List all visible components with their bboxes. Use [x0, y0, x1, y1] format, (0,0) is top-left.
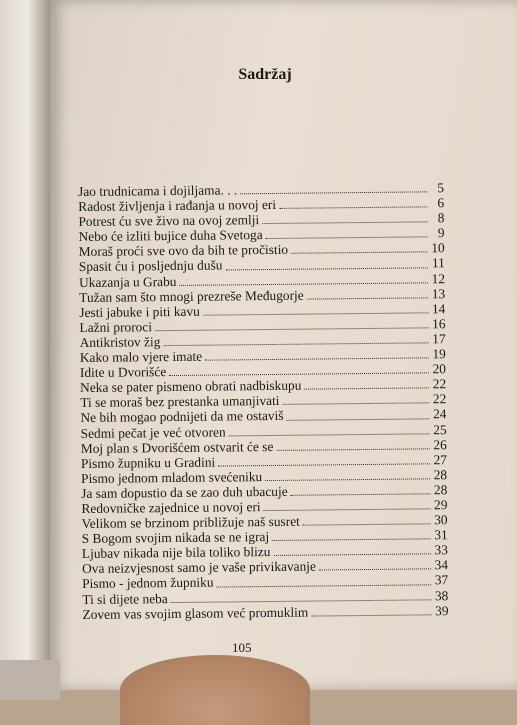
toc-entry-page: 22: [432, 376, 447, 392]
dot-leader: [303, 522, 431, 525]
dot-leader: [304, 387, 429, 390]
dot-leader: [205, 356, 429, 360]
toc-entry-title: Pismo župniku u Gradini: [80, 454, 216, 471]
toc-entry-title: Tužan sam što mnogi prezreše Međugorje: [79, 287, 304, 305]
dot-leader: [229, 432, 430, 436]
toc-entry-page: 38: [434, 587, 449, 603]
toc-entry-title: Ova neizvjesnost samo je vaše privikavanje: [81, 558, 317, 577]
dot-leader: [163, 341, 428, 346]
dot-leader: [155, 326, 429, 331]
toc-entry-title: Pismo jednom mladom svećeniku: [81, 468, 263, 486]
toc-entry-page: 27: [433, 451, 447, 467]
dot-leader: [217, 583, 432, 587]
toc-entry-page: 6: [437, 195, 445, 211]
dot-leader: [273, 553, 430, 557]
toc-entry-title: Ti si dijete neba: [82, 590, 168, 607]
dot-leader: [203, 311, 429, 315]
dot-leader: [272, 538, 431, 542]
toc-entry-title: Velikom se brzinom približuje naš susret: [81, 513, 300, 532]
toc-entry-title: Ukazanja u Grabu: [78, 273, 177, 290]
dot-leader: [283, 402, 430, 406]
dot-leader: [276, 447, 429, 451]
previous-page-edge: [0, 0, 55, 690]
toc-entry-page: 31: [434, 527, 448, 543]
toc-entry-title: Antikristov žig: [79, 334, 161, 350]
toc-entry-page: 16: [432, 316, 446, 332]
toc-entry-page: 10: [431, 240, 445, 256]
toc-entry-title: Radost življenja i rađanja u novoj eri: [78, 197, 277, 215]
toc-entry-title: S Bogom svojim nikada se ne igraj: [81, 529, 270, 547]
toc-entry-page: 39: [435, 602, 449, 618]
toc-entry-page: 17: [432, 331, 446, 347]
toc-entry-title: Sedmi pečat je već otvoren: [80, 423, 226, 441]
toc-entry-page: 11: [431, 255, 445, 271]
toc-entry-title: Moj plan s Dvorišćem ostvarit će se: [80, 438, 274, 456]
toc-entry-page: 8: [437, 210, 445, 226]
toc-entry-page: 22: [432, 391, 447, 407]
toc-entry-title: Ja sam dopustio da se zao duh ubacuje: [81, 483, 288, 501]
toc-entry-title: Moraš proći sve ovo da bih te pročistio: [78, 242, 289, 260]
page-title: Sadržaj: [238, 66, 292, 83]
toc-entry-page: 28: [433, 466, 448, 483]
toc-entry-page: 19: [432, 346, 446, 362]
toc-entry-page: 37: [434, 572, 449, 588]
toc-entry-title: Spasit ću i posljednju dušu: [78, 257, 223, 275]
dot-leader: [287, 417, 430, 420]
dot-leader: [218, 462, 430, 466]
toc-entry-page: 13: [431, 285, 446, 301]
dot-leader: [262, 221, 427, 225]
toc-entry-title: Ljubav nikada nije bila toliko blizu: [81, 544, 271, 562]
dot-leader: [240, 190, 427, 194]
toc-entry-title: Kako malo vjere imate: [79, 348, 203, 366]
toc-entry-page: 14: [431, 300, 446, 317]
page-corner: [0, 660, 60, 700]
toc-entry-title: Zovem vas svojim glasom već promuklim: [82, 604, 309, 622]
dot-leader: [279, 206, 427, 210]
toc-entry-page: 24: [432, 406, 447, 422]
toc-entry-title: Redovničke zajednice u novoj eri: [81, 499, 261, 516]
dot-leader: [171, 598, 432, 603]
thumb: [120, 655, 310, 725]
toc-entry-title: Lažni proroci: [79, 319, 153, 335]
page-number: 105: [232, 640, 252, 655]
dot-leader: [266, 236, 428, 240]
toc-entry-page: 9: [437, 225, 445, 241]
toc-entry-title: Neka se pater pismeno obrati nadbiskupu: [80, 377, 302, 396]
toc-entry-page: 26: [433, 436, 447, 452]
dot-leader: [225, 266, 427, 270]
dot-leader: [291, 251, 428, 254]
dot-leader: [169, 372, 429, 377]
toc-entry-title: Jesti jabuke i piti kavu: [79, 303, 200, 320]
toc-entry-page: 30: [434, 512, 448, 528]
toc-entry-title: Nebo će izliti bujice duha Svetoga: [78, 227, 263, 245]
dot-leader: [319, 568, 431, 571]
dot-leader: [291, 492, 431, 495]
toc-entry-page: 20: [432, 361, 447, 377]
toc-entry-title: Idite u Dvorišće: [79, 364, 167, 381]
dot-leader: [264, 507, 431, 511]
toc-entry-title: Ne bih mogao podnijeti da me ostaviš: [80, 408, 284, 426]
toc-entry-title: Potrest ću sve živo na ovoj zemlji: [78, 212, 260, 230]
table-of-contents: [78, 180, 449, 622]
toc-entry-title: Pismo - jednom župniku: [82, 575, 214, 592]
dot-leader: [265, 477, 430, 481]
dot-leader: [311, 613, 431, 616]
toc-entry-page: 25: [433, 421, 447, 437]
toc-entry-page: 33: [434, 542, 448, 558]
dot-leader: [307, 296, 429, 299]
toc-entry-page: 29: [433, 497, 448, 513]
toc-entry-page: 28: [433, 482, 448, 498]
toc-entry-title: Jao trudnicama i dojiljama. . .: [78, 182, 238, 199]
dot-leader: [179, 281, 428, 286]
toc-entry-page: 5: [437, 180, 445, 196]
toc-entry-page: 12: [431, 270, 446, 286]
toc-entry-title: Ti se moraš bez prestanka umanjivati: [80, 393, 280, 411]
toc-entry-page: 34: [434, 557, 449, 573]
